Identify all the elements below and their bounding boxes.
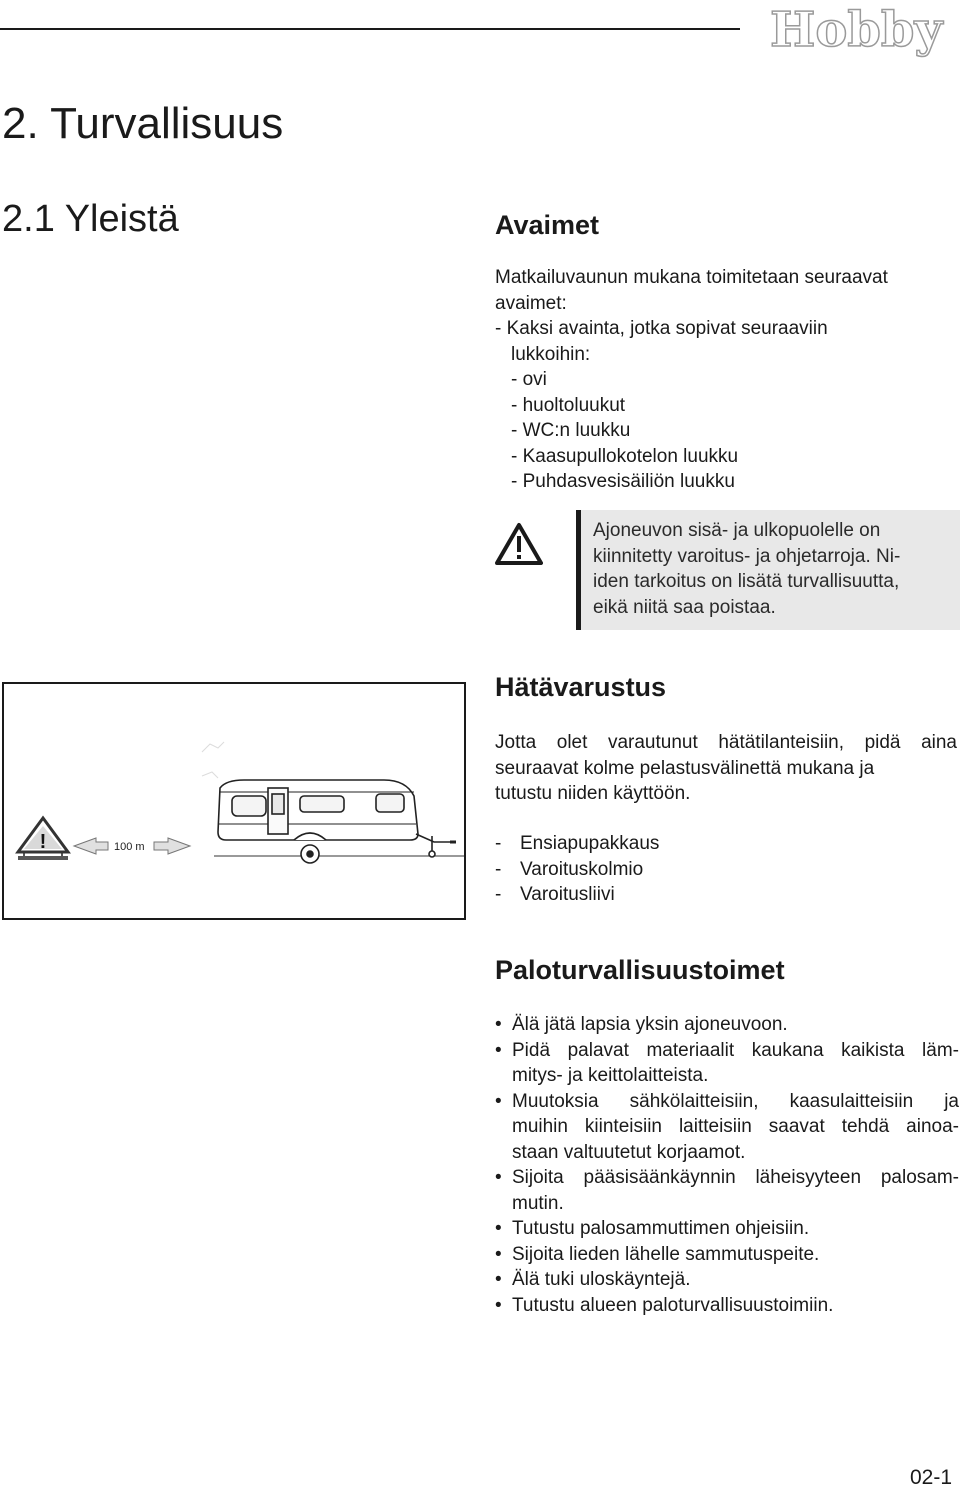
keys-line: - Kaasupullokotelon luukku xyxy=(511,445,739,467)
warning-triangle-icon xyxy=(18,818,68,860)
distance-label: 100 m xyxy=(114,841,145,853)
section-title: 2.1 Yleistä xyxy=(2,198,179,240)
keys-heading: Avaimet xyxy=(495,210,600,240)
list-item: • Muutoksia sähkölaitteisiin, kaasulaitteisiin ja muihin kiinteisiin laitteisiin saavat tehdä ainoa- staan valtuutetut korjaamot. xyxy=(495,1089,959,1166)
warning-line: iden tarkoitus on lisätä turvallisuutta, xyxy=(593,571,900,592)
list-item: • Sijoita lieden lähelle sammutuspeite. xyxy=(495,1242,959,1268)
caravan-illustration xyxy=(218,780,456,863)
list-item: • Tutustu palosammuttimen ohjeisiin. xyxy=(495,1216,959,1242)
list-item: • Älä tuki uloskäyntejä. xyxy=(495,1267,959,1293)
list-item: • Sijoita pääsisäänkäynnin läheisyyteen palosam- mutin. xyxy=(495,1165,959,1216)
header-rule xyxy=(0,28,740,30)
keys-line: Matkailuvaunun mukana toimitetaan seuraavat xyxy=(495,267,888,288)
keys-text xyxy=(495,265,888,495)
list-item: - Varoituskolmio xyxy=(495,858,644,880)
emergency-figure xyxy=(2,682,466,920)
warning-triangle-icon xyxy=(495,522,543,571)
list-item: • Tutustu alueen paloturvallisuustoimiin. xyxy=(495,1293,959,1319)
page-number: 02-1 xyxy=(909,1466,952,1489)
logo-text: Hobby xyxy=(770,2,943,58)
emergency-line: tutustu niiden käyttöön. xyxy=(495,783,691,804)
list-item: - Varoitusliivi xyxy=(495,884,615,905)
fire-list xyxy=(495,1012,959,1318)
fire-heading: Paloturvallisuustoimet xyxy=(495,955,785,985)
emergency-line: seuraavat kolme pelastusvälinettä mukana ja xyxy=(495,757,875,779)
keys-line: lukkoihin: xyxy=(511,343,591,365)
keys-line: avaimet: xyxy=(495,292,567,314)
list-item: • Älä jätä lapsia yksin ajoneuvoon. xyxy=(495,1012,959,1038)
hobby-logo xyxy=(766,0,960,63)
triangle-mark: ! xyxy=(39,831,47,853)
emergency-text xyxy=(495,730,957,807)
warning-line: kiinnitetty varoitus- ja ohjetarroja. Ni- xyxy=(593,545,901,567)
emergency-line: Jotta olet varautunut hätätilanteisiin, pidä aina xyxy=(495,732,957,753)
list-item: - Ensiapupakkaus xyxy=(495,833,660,854)
chapter-title: 2. Turvallisuus xyxy=(2,99,284,148)
list-item: • Pidä palavat materiaalit kaukana kaikista läm- mitys- ja keittolaitteista. xyxy=(495,1038,959,1089)
keys-line: - WC:n luukku xyxy=(511,420,631,441)
warning-line: Ajoneuvon sisä- ja ulkopuolelle on xyxy=(593,520,881,541)
keys-line: - Kaksi avainta, jotka sopivat seuraaviin xyxy=(495,318,828,339)
keys-line: - Puhdasvesisäiliön luukku xyxy=(511,471,735,492)
emergency-list xyxy=(495,831,659,908)
warning-line: eikä niitä saa poistaa. xyxy=(593,596,776,618)
keys-line: - ovi xyxy=(511,369,547,390)
emergency-heading: Hätävarustus xyxy=(495,672,667,702)
warning-text xyxy=(593,518,900,620)
keys-line: - huoltoluukut xyxy=(511,394,626,416)
